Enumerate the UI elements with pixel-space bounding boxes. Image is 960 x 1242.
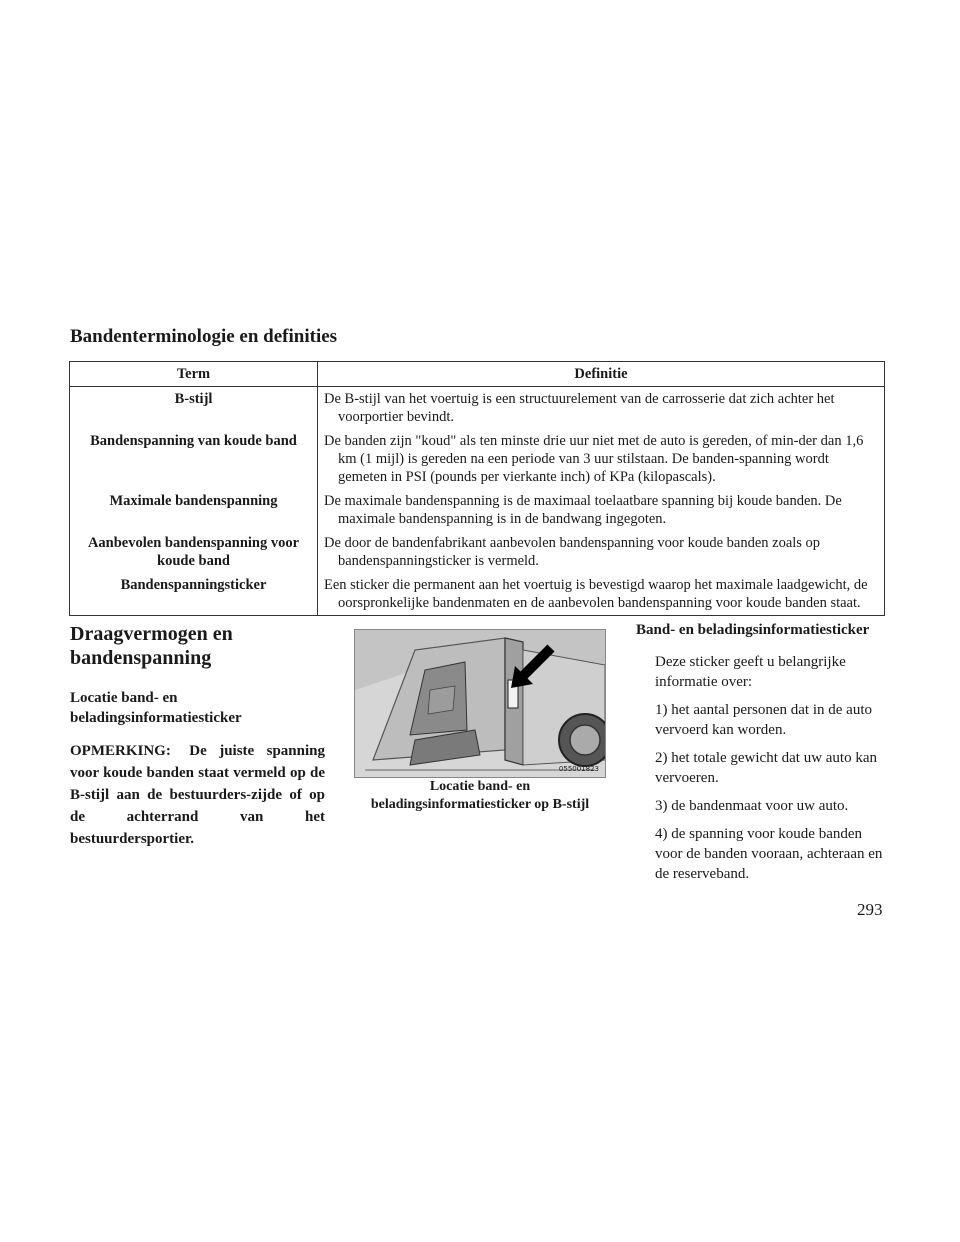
term-cell: Bandenspanning van koude band [70, 429, 318, 489]
sticker-heading: Band- en beladingsinformatiesticker [636, 622, 870, 638]
door-arrow-illustration-icon [355, 630, 605, 777]
section-title: Bandenterminologie en definities [70, 326, 338, 347]
note-paragraph [70, 740, 325, 850]
definition-cell: De maximale bandenspanning is de maximaal toelaatbare spanning bij koude banden. De maximale bandenspanning is in de bandwang ingegoten. [318, 489, 885, 531]
header-definition: Definitie [318, 362, 885, 387]
definition-cell: De banden zijn "koud" als ten minste drie uur niet met de auto is gereden, of min-der dan 1,6 km (1 mijl) is gereden na een periode van 3 uur stilstaan. De banden-spanning wordt gemeten in PSI (pounds per vierkante inch) of KPa (kilopascals). [318, 429, 885, 489]
figure-column [354, 620, 606, 814]
term-cell: Maximale bandenspanning [70, 489, 318, 531]
terms-table [69, 361, 885, 616]
figure-caption: Locatie band- en beladingsinformatiesticker op B-stijl [370, 779, 590, 812]
table-row [70, 387, 885, 430]
header-term: Term [70, 362, 318, 387]
note-label: OPMERKING: [70, 743, 171, 759]
term-cell: Bandenspanningsticker [70, 573, 318, 616]
list-item: 2) het totale gewicht dat uw auto kan vervoeren. [655, 750, 878, 786]
table-row [70, 573, 885, 616]
definition-cell: De B-stijl van het voertuig is een structuurelement van de carrosserie dat zich achter het voorportier bevindt. [318, 387, 885, 430]
term-cell: Aanbevolen bandenspanning voor koude band [70, 531, 318, 573]
door-illustration [354, 629, 606, 778]
table-row [70, 531, 885, 573]
location-subheading: Locatie band- en beladingsinformatiesticker [70, 690, 242, 726]
list-item: 1) het aantal personen dat in de auto vervoerd kan worden. [655, 702, 873, 738]
page-number: 293 [857, 900, 883, 919]
note-text: De juiste spanning voor koude banden staat vermeld op de B-stijl aan de bestuurders-zijde of op de achterrand van het bestuurdersportier. [70, 743, 325, 847]
table-header-row [70, 362, 885, 387]
load-heading: Draagvermogen en bandenspanning [70, 623, 233, 669]
left-column [70, 620, 325, 850]
sticker-intro: Deze sticker geeft u belangrijke informatie over: [655, 654, 846, 690]
list-item: 3) de bandenmaat voor uw auto. [655, 798, 849, 814]
right-column [636, 620, 886, 892]
definition-cell: Een sticker die permanent aan het voertuig is bevestigd waarop het maximale laadgewicht, de oorspronkelijke bandenmaten en de aanbevolen bandenspanning voor koude banden staat. [318, 573, 885, 616]
table-row [70, 429, 885, 489]
list-item: 4) de spanning voor koude banden voor de banden vooraan, achteraan en de reserveband. [655, 826, 883, 882]
term-cell: B-stijl [70, 387, 318, 430]
table-row [70, 489, 885, 531]
figure-code: 055001823 [558, 765, 599, 773]
definition-cell: De door de bandenfabrikant aanbevolen bandenspanning voor koude banden zoals op bandenspanningsticker is vermeld. [318, 531, 885, 573]
